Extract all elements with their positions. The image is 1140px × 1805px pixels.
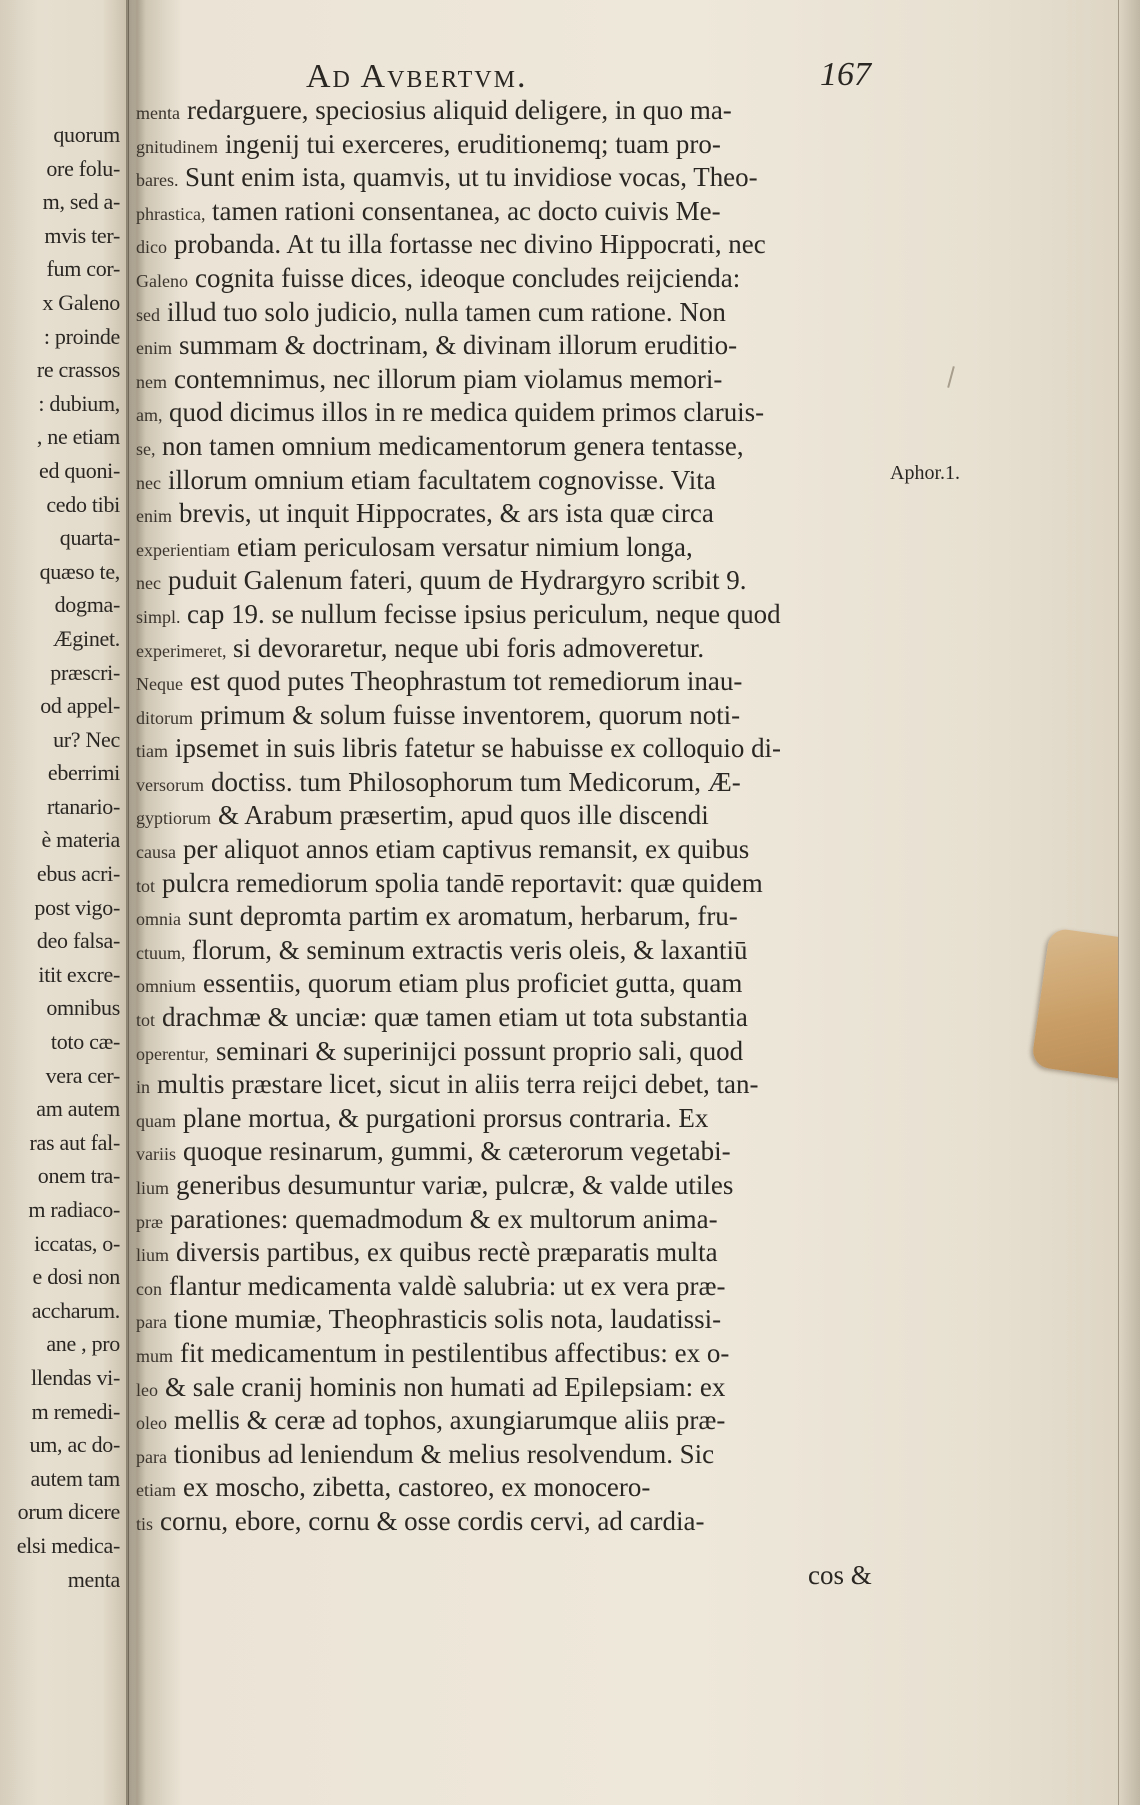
line-text: brevis, ut inquit Hippocrates, & ars ista quæ circa — [178, 498, 714, 529]
left-column-line: : proinde — [43, 323, 120, 349]
line-prefix: con — [136, 1278, 162, 1299]
left-column-line: toto cæ- — [50, 1029, 120, 1055]
text-line — [136, 833, 892, 867]
catchword: cos & — [808, 1560, 872, 1590]
left-column-line: am autem — [36, 1096, 120, 1122]
line-prefix: quam — [136, 1110, 176, 1131]
left-column-line: ane , pro — [46, 1331, 120, 1357]
line-prefix: Galeno — [136, 270, 188, 291]
left-column-line: x Galeno — [42, 289, 120, 315]
line-text: doctiss. tum Philosophorum tum Medicorum, Æ- — [210, 766, 741, 797]
text-line — [136, 1270, 892, 1304]
line-text: tionibus ad leniendum & melius resolvendum. Sic — [173, 1438, 714, 1469]
line-text: parationes: quemadmodum & ex multorum anima- — [169, 1203, 718, 1234]
left-column-line: è materia — [41, 827, 120, 853]
text-line — [136, 329, 892, 363]
text-line — [136, 799, 892, 833]
left-column-line: menta — [67, 1566, 120, 1592]
text-line — [136, 1102, 892, 1136]
line-prefix: enim — [136, 506, 172, 527]
line-text: ipsemet in suis libris fatetur se habuisse ex colloquio di- — [174, 733, 781, 764]
left-column-line: iccatas, o- — [34, 1230, 120, 1256]
line-prefix: versorum — [136, 774, 204, 795]
line-prefix: nem — [136, 371, 167, 392]
line-text: cap 19. se nullum fecisse ipsius periculum, neque quod — [187, 598, 781, 629]
line-prefix: se, — [136, 438, 156, 459]
left-column-line: e dosi non — [32, 1264, 120, 1290]
text-line — [136, 934, 892, 968]
line-prefix: simpl. — [136, 606, 181, 627]
line-prefix: præ — [136, 1211, 163, 1232]
text-line — [136, 531, 892, 565]
marginal-note: Aphor.1. — [890, 462, 960, 484]
line-text: flantur medicamenta valdè salubria: ut ex vera præ- — [168, 1270, 726, 1301]
line-text: sunt depromta partim ex aromatum, herbarum, fru- — [187, 901, 738, 932]
left-column-line: ras aut fal- — [29, 1129, 120, 1155]
text-line — [136, 396, 892, 430]
left-column-line: onem tra- — [37, 1163, 120, 1189]
text-line — [136, 228, 892, 262]
line-prefix: para — [136, 1312, 167, 1333]
text-line — [136, 1135, 892, 1169]
line-text: probanda. At tu illa fortasse nec divino Hippocrati, nec — [173, 229, 766, 260]
line-prefix: tot — [136, 1010, 156, 1031]
line-text: Sunt enim ista, quamvis, ut tu invidiose vocas, Theo- — [185, 162, 758, 193]
text-line — [136, 1169, 892, 1203]
line-prefix: gyptiorum — [136, 808, 211, 829]
text-line — [136, 1035, 892, 1069]
line-prefix: gnitudinem — [136, 136, 218, 157]
line-text: essentiis, quorum etiam plus proficiet gutta, quam — [202, 968, 743, 999]
left-page-column — [8, 118, 120, 1596]
line-text: puduit Galenum fateri, quum de Hydrargyro scribit 9. — [167, 565, 747, 596]
left-column-line: omnibus — [46, 995, 120, 1021]
text-line — [136, 363, 892, 397]
main-text-column — [136, 94, 892, 1539]
line-text: summam & doctrinam, & divinam illorum eruditio- — [178, 330, 737, 361]
left-column-line: autem tam — [30, 1465, 120, 1491]
line-prefix: operentur, — [136, 1043, 209, 1064]
line-prefix: leo — [136, 1379, 158, 1400]
text-line — [136, 195, 892, 229]
text-line — [136, 967, 892, 1001]
left-column-line: præscri- — [50, 659, 120, 685]
left-column-line: cedo tibi — [46, 491, 120, 517]
line-prefix: lium — [136, 1178, 170, 1198]
left-column-line: ur? Nec — [53, 726, 120, 752]
text-line — [136, 497, 892, 531]
text-line — [136, 1068, 892, 1102]
text-line — [136, 262, 892, 296]
text-line — [136, 1203, 892, 1237]
line-text: florum, & seminum extractis veris oleis, & laxantiū — [192, 934, 748, 965]
text-line — [136, 296, 892, 330]
right-page-edge — [1118, 0, 1140, 1805]
line-prefix: experimeret, — [136, 640, 227, 661]
line-text: tamen rationi consentanea, ac docto cuivis Me- — [212, 195, 721, 226]
line-prefix: omnia — [136, 909, 181, 930]
line-text: mellis & ceræ ad tophos, axungiarumque aliis præ- — [173, 1405, 726, 1436]
line-prefix: omnium — [136, 976, 197, 997]
line-text: pulcra remediorum spolia tandē reportavit: quæ quidem — [161, 867, 763, 898]
text-line — [136, 732, 892, 766]
left-column-line: re crassos — [36, 357, 120, 383]
line-prefix: variis — [136, 1144, 176, 1165]
line-prefix: am, — [136, 405, 163, 426]
line-text: generibus desumuntur variæ, pulcræ, & valde utiles — [175, 1170, 734, 1200]
left-column-line: vera cer- — [45, 1062, 120, 1088]
line-text: quoque resinarum, gummi, & cæterorum vegetabi- — [182, 1136, 731, 1167]
left-column-line: quæso te, — [39, 558, 120, 584]
text-line — [136, 161, 892, 195]
line-prefix: Neque — [136, 674, 183, 695]
left-column-line: m remedi- — [31, 1398, 120, 1424]
line-prefix: tot — [136, 875, 156, 896]
line-text: illud tuo solo judicio, nulla tamen cum ratione. Non — [166, 296, 726, 327]
text-line — [136, 1236, 892, 1270]
text-line — [136, 900, 892, 934]
line-text: & sale cranij hominis non humati ad Epilepsiam: ex — [164, 1371, 726, 1402]
line-text: & Arabum præsertim, apud quos ille discendi — [217, 800, 709, 831]
text-line — [136, 1505, 892, 1539]
line-prefix: nec — [136, 472, 161, 493]
text-line — [136, 430, 892, 464]
text-line — [136, 1337, 892, 1371]
running-head: Ad Avbertvm. — [306, 58, 528, 95]
line-prefix: tiam — [136, 741, 168, 762]
line-prefix: causa — [136, 842, 176, 863]
line-text: etiam periculosam versatur nimium longa, — [236, 531, 693, 562]
left-column-line: rtanario- — [46, 793, 120, 819]
line-text: quod dicimus illos in re medica quidem primos claruis- — [169, 397, 765, 428]
left-page-edge — [0, 0, 129, 1805]
line-prefix: mum — [136, 1345, 174, 1366]
left-column-line: quorum — [53, 122, 120, 147]
line-prefix: tis — [136, 1513, 154, 1534]
text-line — [136, 1438, 892, 1472]
left-column-line: orum dicere — [17, 1499, 120, 1525]
left-column-line: ed quoni- — [38, 457, 120, 483]
text-line — [136, 1303, 892, 1337]
line-text: contemnimus, nec illorum piam violamus memori- — [173, 363, 723, 394]
line-text: redarguere, speciosius aliquid deligere, in quo ma- — [186, 95, 732, 125]
line-text: si devoraretur, neque ubi foris admoveretur. — [233, 632, 705, 663]
line-prefix: menta — [136, 103, 180, 123]
line-text: ingenij tui exerceres, eruditionemq; tuam pro- — [224, 128, 721, 159]
line-text: illorum omnium etiam facultatem cognovisse. Vita — [167, 464, 716, 495]
line-text: fit medicamentum in pestilentibus affectibus: ex o- — [179, 1337, 730, 1368]
left-column-line: ore folu- — [46, 155, 120, 181]
left-column-line: itit excre- — [38, 961, 120, 987]
page-header — [300, 52, 900, 98]
text-line — [136, 1001, 892, 1035]
text-line — [136, 1404, 892, 1438]
line-prefix: ditorum — [136, 707, 193, 728]
line-prefix: dico — [136, 237, 167, 258]
line-text: cornu, ebore, cornu & osse cordis cervi, ad cardia- — [159, 1505, 705, 1536]
text-line — [136, 1371, 892, 1405]
line-prefix: ctuum, — [136, 942, 186, 963]
line-prefix: experientiam — [136, 539, 230, 560]
left-column-line: fum cor- — [46, 256, 120, 282]
text-line — [136, 598, 892, 632]
left-column-line: deo falsa- — [36, 928, 120, 954]
line-text: est quod putes Theophrastum tot remediorum inau- — [189, 666, 743, 697]
left-column-line: , ne etiam — [36, 424, 120, 450]
line-prefix: enim — [136, 338, 172, 359]
line-prefix: sed — [136, 304, 160, 325]
page-number: 167 — [820, 56, 871, 93]
gutter-shadow — [126, 0, 136, 1805]
line-prefix: in — [136, 1077, 151, 1098]
text-line — [136, 632, 892, 666]
left-column-line: m radiaco- — [28, 1197, 120, 1222]
line-prefix: phrastica, — [136, 203, 206, 224]
text-line — [136, 1471, 892, 1505]
line-prefix: lium — [136, 1245, 170, 1266]
line-text: tione mumiæ, Theophrasticis solis nota, laudatissi- — [173, 1304, 721, 1335]
text-line — [136, 128, 892, 162]
line-prefix: nec — [136, 573, 161, 594]
left-column-line: od appel- — [40, 693, 120, 719]
left-column-line: elsi medica- — [16, 1532, 120, 1558]
line-prefix: oleo — [136, 1413, 167, 1434]
text-line — [136, 766, 892, 800]
left-column-line: : dubium, — [38, 390, 120, 416]
left-column-line: quarta- — [59, 525, 120, 551]
text-line — [136, 564, 892, 598]
left-column-line: llendas vi- — [31, 1364, 120, 1390]
line-text: multis præstare licet, sicut in aliis terra reijci debet, tan- — [156, 1069, 759, 1100]
line-text: seminari & superinijci possunt proprio sali, quod — [215, 1035, 743, 1066]
left-column-line: accharum. — [31, 1297, 120, 1323]
line-text: per aliquot annos etiam captivus remansit, ex quibus — [182, 834, 750, 865]
left-column-line: dogma- — [54, 592, 120, 618]
line-text: ex moscho, zibetta, castoreo, ex monocero- — [182, 1472, 651, 1503]
line-prefix: bares. — [136, 170, 179, 191]
line-text: cognita fuisse dices, ideoque concludes reijcienda: — [194, 262, 741, 293]
left-column-line: mvis ter- — [44, 222, 120, 248]
line-text: primum & solum fuisse inventorem, quorum noti- — [199, 699, 740, 730]
line-prefix: para — [136, 1446, 167, 1467]
line-text: non tamen omnium medicamentorum genera tentasse, — [162, 430, 744, 461]
line-prefix: etiam — [136, 1480, 176, 1501]
left-column-line: m, sed a- — [42, 189, 120, 215]
text-line — [136, 867, 892, 901]
line-text: plane mortua, & purgationi prorsus contraria. Ex — [182, 1102, 709, 1133]
line-text: drachmæ & unciæ: quæ tamen etiam ut tota substantia — [161, 1002, 748, 1033]
line-text: diversis partibus, ex quibus rectè præparatis multa — [175, 1237, 718, 1268]
left-column-line: Æginet. — [53, 625, 120, 651]
left-column-line: um, ac do- — [29, 1432, 120, 1458]
text-line — [136, 464, 892, 498]
left-column-line: post vigo- — [34, 894, 120, 920]
text-line — [136, 699, 892, 733]
left-column-line: ebus acri- — [36, 861, 120, 887]
text-line — [136, 665, 892, 699]
left-column-line: eberrimi — [47, 760, 120, 786]
text-line — [136, 94, 892, 128]
